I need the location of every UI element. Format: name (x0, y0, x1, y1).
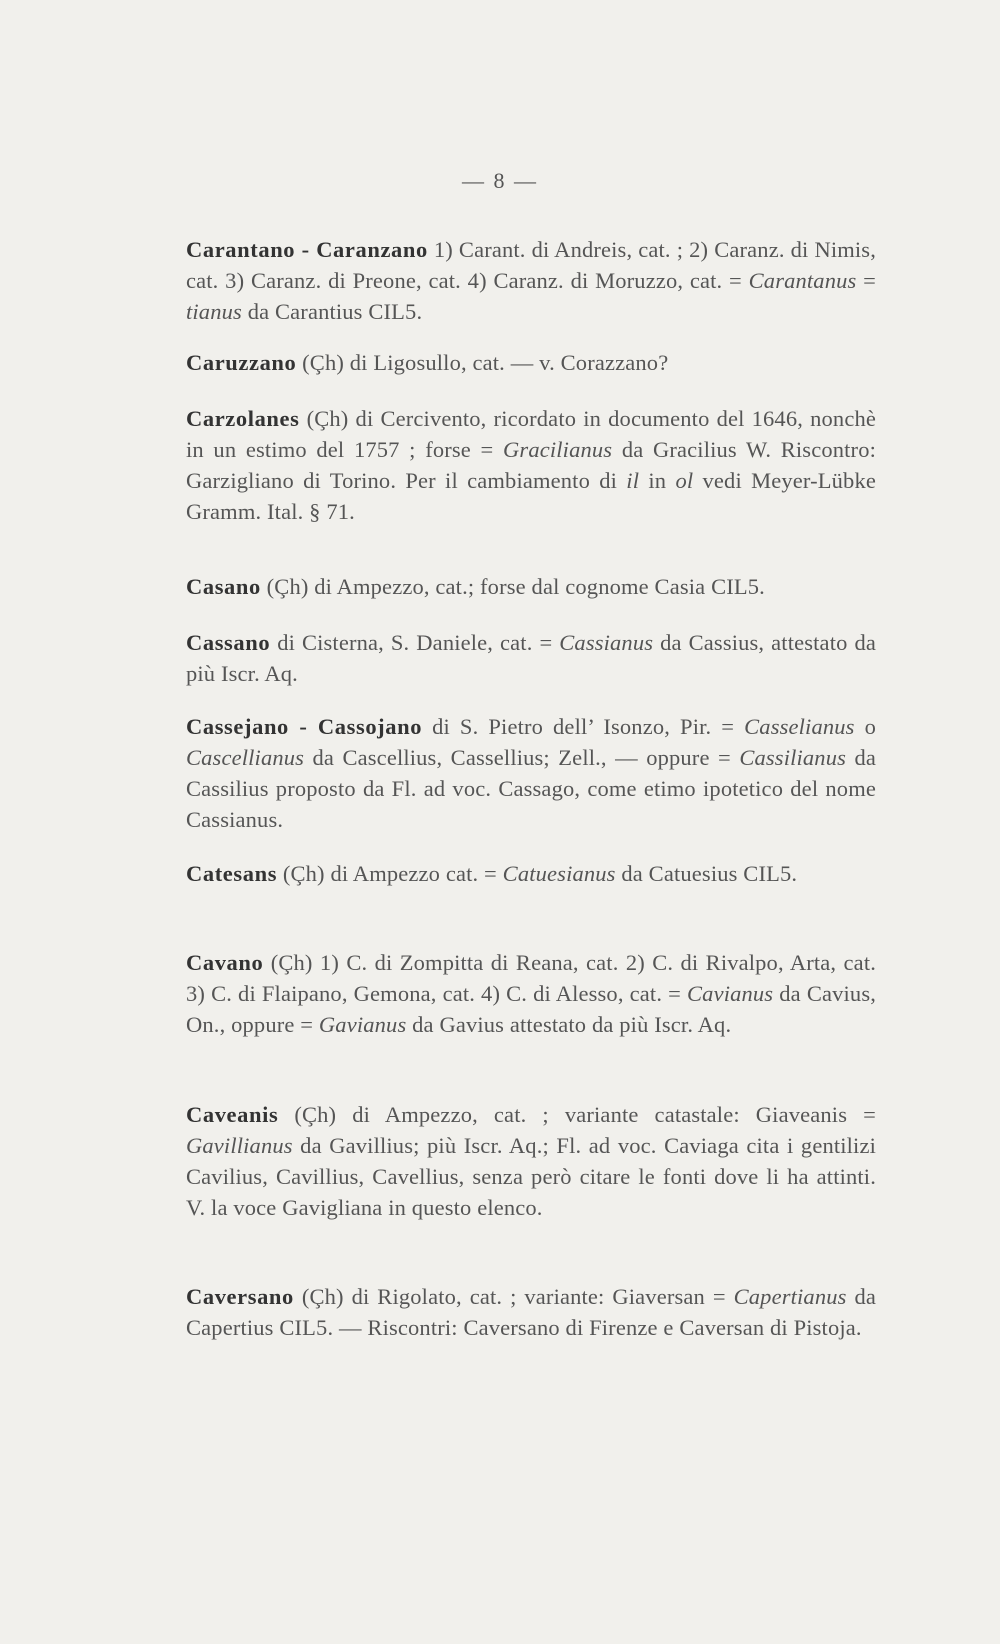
entry-text: in (639, 467, 676, 493)
entry-headword: Cassejano - Cassojano (186, 713, 423, 739)
entry-latin-form: Gavillianus (186, 1132, 293, 1158)
entry-latin-form: Carantanus (748, 267, 857, 293)
entry-latin-form: ol (675, 467, 694, 493)
entry-text: 1) Carant. di Andreis, cat. ; 2) Caranz. di Nimis, cat. 3) Caranz. di Preone, cat. 4) Caranz. di Moruzzo, cat. = (186, 236, 876, 293)
entry-text: da Cassius, attestato da più Iscr. Aq. (186, 629, 876, 686)
entry-cavano (186, 947, 876, 1040)
entry-text: (Çh) di Cercivento, ricordato in documento del 1646, nonchè in un estimo del 1757 ; forse = (186, 405, 876, 462)
entry-headword: Caruzzano (186, 349, 297, 375)
entry-text: di Cisterna, S. Daniele, cat. = (270, 629, 560, 655)
entry-carzolanes (186, 403, 876, 527)
entry-latin-form: Gracilianus (503, 436, 613, 462)
entry-text: da Cavius, On., oppure = (186, 980, 877, 1037)
entry-text: da Carantius CIL5. (241, 298, 423, 324)
entry-cassano (186, 627, 876, 689)
entry-text: da Cascellius, Cassellius; Zell., — oppure = (304, 744, 740, 770)
entry-headword: Casano (186, 573, 261, 599)
entry-latin-form: il (626, 467, 640, 493)
entry-text: (Çh) di Rigolato, cat. ; variante: Giaversan = (293, 1283, 734, 1309)
entry-text: (Çh) di Ampezzo, cat.; forse dal cognome Casia CIL5. (260, 573, 765, 599)
entry-latin-form: tianus (186, 298, 242, 324)
entry-text: (Çh) di Ampezzo cat. = (277, 860, 503, 886)
entry-headword: Catesans (186, 860, 278, 886)
entry-latin-form: Cavianus (687, 980, 774, 1006)
entry-headword: Carantano - Caranzano (186, 236, 428, 262)
entry-text: (Çh) 1) C. di Zompitta di Reana, cat. 2) C. di Rivalpo, Arta, cat. 3) C. di Flaipano, Gemona, cat. 4) C. di Alesso, cat. = (186, 949, 876, 1006)
entry-text: = (856, 267, 876, 293)
entry-text: da Cassilius proposto da Fl. ad voc. Cassago, come etimo ipotetico del nome Cassianus. (186, 744, 876, 832)
entry-headword: Caveanis (186, 1101, 279, 1127)
entry-latin-form: Cassianus (559, 629, 654, 655)
entry-headword: Carzolanes (186, 405, 300, 431)
entry-text: di S. Pietro dell’ Isonzo, Pir. = (422, 713, 745, 739)
entry-caruzzano (186, 347, 876, 378)
entry-latin-form: Capertianus (733, 1283, 847, 1309)
entry-catesans (186, 858, 876, 889)
entry-carantano (186, 234, 876, 327)
page-number: — 8 — (462, 168, 538, 193)
entry-text: (Çh) di Ampezzo, cat. ; variante catastale: Giaveanis = (278, 1101, 876, 1127)
entry-text: (Çh) di Ligosullo, cat. — v. Corazzano? (296, 349, 669, 375)
entry-text: da Capertius CIL5. — Riscontri: Caversano di Firenze e Caversan di Pistoja. (186, 1283, 877, 1340)
entry-text: o (854, 713, 876, 739)
entry-text: da Catuesius CIL5. (615, 860, 798, 886)
entry-headword: Cavano (186, 949, 264, 975)
entry-casano (186, 571, 876, 602)
entry-caversano (186, 1281, 876, 1343)
entry-text: da Gavillius; più Iscr. Aq.; Fl. ad voc. Caviaga cita i gentilizi Cavilius, Cavillius, Cavellius, senza però citare le fonti dove li ha attinti. V. la voce Gavigliana in questo elenco. (186, 1132, 876, 1220)
entry-latin-form: Cascellianus (186, 744, 305, 770)
entry-text: vedi Meyer-Lübke Gramm. Ital. § 71. (186, 467, 876, 524)
entry-latin-form: Cassilianus (739, 744, 847, 770)
entry-text: da Gracilius W. Riscontro: Garzigliano di Torino. Per il cambiamento di (186, 436, 876, 493)
entry-headword: Cassano (186, 629, 271, 655)
entry-caveanis (186, 1099, 876, 1223)
entry-cassejano (186, 711, 876, 835)
entry-latin-form: Catuesianus (502, 860, 616, 886)
entry-text: da Gavius attestato da più Iscr. Aq. (406, 1011, 732, 1037)
entry-latin-form: Gavianus (318, 1011, 407, 1037)
entry-latin-form: Casselianus (744, 713, 855, 739)
entry-headword: Caversano (186, 1283, 294, 1309)
